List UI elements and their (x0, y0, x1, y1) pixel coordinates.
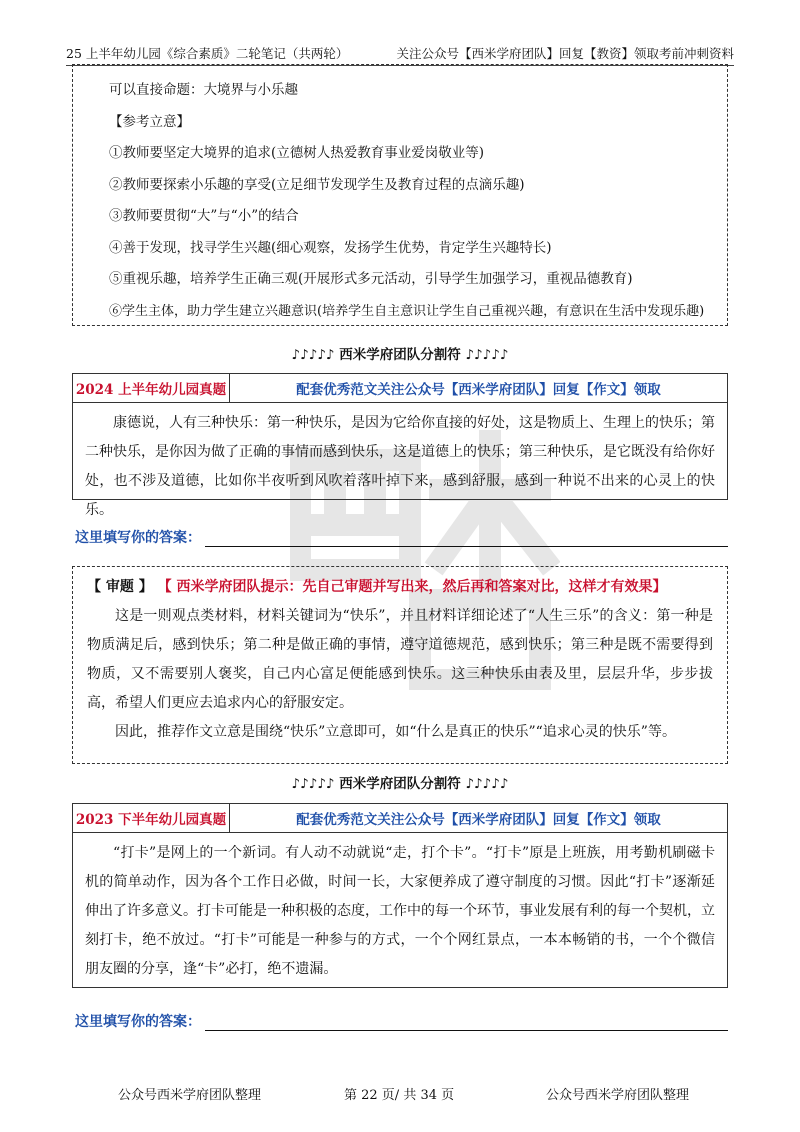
analysis-paragraph-1: 这是一则观点类材料，材料关键词为“快乐”，并且材料详细论述了“人生三乐”的含义：第一种是物质满足后，感到快乐；第二种是做正确的事情，遵守道德规范，感到快乐；第三种是既不需要得到物质，又不需要别人褒奖，自己内心富足便能感到快乐。这三种快乐由表及里，层层升华，步步拔高，希望人们更应去追求内心的舒服安定。 (87, 608, 713, 711)
question-2023-table (72, 803, 728, 988)
question-2024-header (73, 374, 727, 403)
question-2023-text: “打卡”是网上的一个新词。有人动不动就说“走，打个卡”。“打卡”原是上班族，用考勤机刷磁卡机的简单动作，因为各个工作日必做，时间一长，大家便养成了遵守制度的习惯。因此“打卡”逐渐延伸出了许多意义。打卡可能是一种积极的态度，工作中的每一个环节，事业发展有利的每一个契机，立刻打卡，绝不放过。“打卡”可能是一种参与的方式，一个个网红景点，一本本畅销的书，一个个微信朋友圈的分享，逢“卡”必打，绝不遗漏。 (85, 845, 715, 977)
analysis-heading (87, 573, 713, 602)
theme-item-3: ③教师要贯彻“大”与“小”的结合 (109, 208, 299, 224)
theme-item-4: ④善于发现，找寻学生兴趣(细心观察，发扬学生优势，肯定学生兴趣特长) (109, 239, 552, 256)
answer-label: 这里填写你的答案： (75, 530, 201, 546)
theme-item-2: ②教师要探索小乐趣的享受(立足细节发现学生及教育过程的点滴乐趣) (109, 176, 525, 193)
page-number: 第 22 页/ 共 34 页 (344, 1088, 455, 1103)
question-2024-note: 配套优秀范文关注公众号【西米学府团队】回复【作文】领取 (296, 382, 661, 398)
analysis-paragraph-2: 因此，推荐作文立意是围绕“快乐”立意即可，如“什么是真正的快乐”“追求心灵的快乐”等。 (115, 724, 676, 740)
section-divider: ♪♪♪♪♪ 西米学府团队分割符 ♪♪♪♪♪ (291, 347, 509, 363)
header-left: 25 上半年幼儿园《综合素质》二轮笔记（共两轮） (66, 46, 349, 61)
section-divider: ♪♪♪♪♪ 西米学府团队分割符 ♪♪♪♪♪ (291, 776, 509, 792)
answer-underline[interactable] (205, 1012, 728, 1031)
question-2024-label: 2024 上半年幼儿园真题 (73, 374, 230, 402)
analysis-tag: 【 审题 】 (87, 579, 153, 595)
topic-line: 可以直接命题：大境界与小乐趣 (109, 82, 298, 98)
footer-right: 公众号西米学府团队整理 (546, 1088, 690, 1103)
question-2024-table (72, 373, 728, 518)
theme-item-6: ⑥学生主体，助力学生建立兴趣意识(培养学生自主意识让学生自己重视兴趣，有意识在生活中发现乐趣) (109, 303, 705, 319)
question-2023-label: 2023 下半年幼儿园真题 (73, 804, 230, 832)
header-right: 关注公众号【西米学府团队】回复【教资】领取考前冲刺资料 (396, 46, 734, 61)
reference-theme-box (72, 64, 728, 326)
answer-underline[interactable] (205, 528, 728, 547)
question-2024-text: 康德说，人有三种快乐：第一种快乐，是因为它给你直接的好处，这是物质上、生理上的快乐；第二种快乐，是你因为做了正确的事情而感到快乐，这是道德上的快乐；第三种快乐，是它既没有给你好处，也不涉及道德，比如你半夜听到风吹着落叶掉下来，感到舒服，感到一种说不出来的心灵上的快乐。 (85, 415, 715, 518)
answer-label: 这里填写你的答案： (75, 1014, 201, 1030)
question-2024-body (73, 403, 727, 533)
question-2023-note: 配套优秀范文关注公众号【西米学府团队】回复【作文】领取 (296, 812, 661, 828)
analysis-tip: 【 西米学府团队提示：先自己审题并写出来，然后再和答案对比，这样才有效果】 (157, 579, 667, 595)
page-header (66, 40, 734, 66)
theme-item-1: ①教师要坚定大境界的追求(立德树人热爱教育事业爱岗敬业等) (109, 145, 485, 161)
question-2023-header (73, 804, 727, 833)
answer-line-2[interactable] (75, 1011, 728, 1031)
analysis-box (72, 566, 728, 764)
footer-left: 公众号西米学府团队整理 (118, 1088, 262, 1103)
question-2023-body (73, 833, 727, 992)
answer-line-1[interactable] (75, 527, 728, 547)
theme-item-5: ⑤重视乐趣，培养学生正确三观(开展形式多元活动，引导学生加强学习，重视品德教育) (109, 271, 633, 287)
reference-heading: 【参考立意】 (109, 113, 190, 130)
